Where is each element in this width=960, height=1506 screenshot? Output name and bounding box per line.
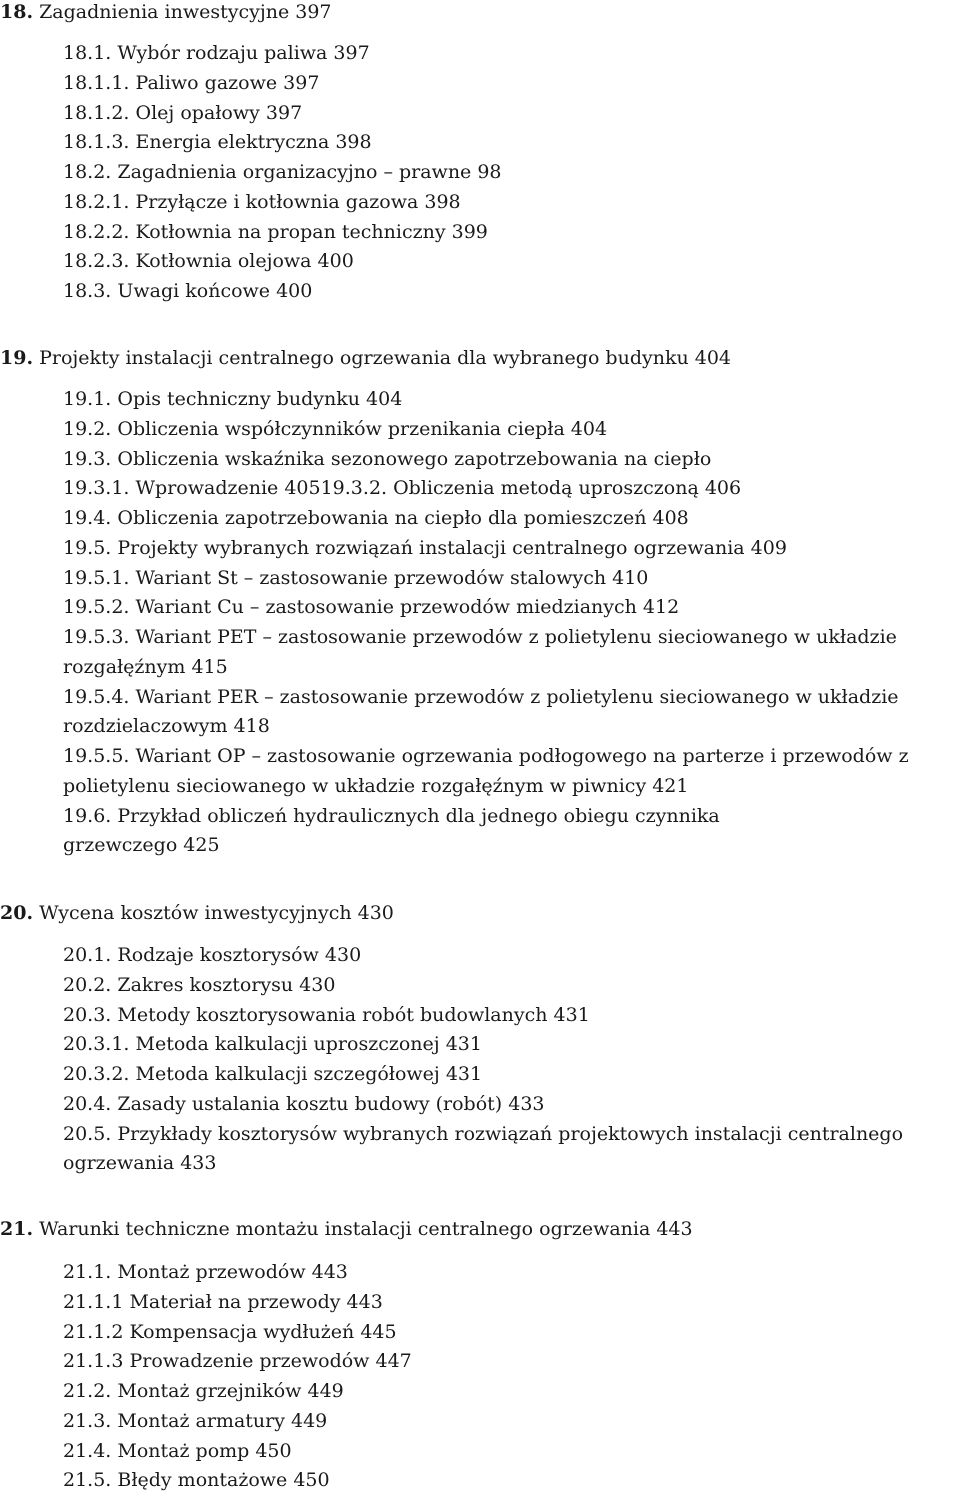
toc-entry: 19.5.2. Wariant Cu – zastosowanie przewodów miedzianych 412 bbox=[63, 596, 680, 619]
toc-entry: 19.2. Obliczenia współczynników przenikania ciepła 404 bbox=[63, 417, 608, 440]
toc-entry: 19.3.1. Wprowadzenie 40519.3.2. Obliczenia metodą uproszczoną 406 bbox=[63, 477, 742, 500]
toc-entry: 18.2. Zagadnienia organizacyjno – prawne 98 bbox=[63, 161, 502, 183]
toc-entry: 18.2.2. Kotłownia na propan techniczny 399 bbox=[63, 220, 488, 243]
chapter-heading bbox=[0, 901, 394, 925]
toc-entry: 19.5. Projekty wybranych rozwiązań instalacji centralnego ogrzewania 409 bbox=[63, 536, 787, 559]
toc-entry: 19.6. Przykład obliczeń hydraulicznych dla jednego obiegu czynnika bbox=[63, 804, 720, 827]
chapter-heading bbox=[0, 0, 332, 24]
toc-entry: 20.4. Zasady ustalania kosztu budowy (robót) 433 bbox=[63, 1092, 545, 1115]
toc-entry: 21.1.2 Kompensacja wydłużeń 445 bbox=[63, 1320, 397, 1343]
toc-entry: 20.3.2. Metoda kalkulacji szczegółowej 431 bbox=[63, 1063, 483, 1085]
toc-entry: 21.1. Montaż przewodów 443 bbox=[63, 1261, 348, 1283]
toc-entry: 19.5.1. Wariant St – zastosowanie przewodów stalowych 410 bbox=[63, 566, 649, 589]
toc-entry: 18.2.1. Przyłącze i kotłownia gazowa 398 bbox=[63, 190, 461, 213]
toc-entry: 19.5.5. Wariant OP – zastosowanie ogrzewania podłogowego na parterze i przewodów z bbox=[63, 745, 909, 767]
toc-entry: grzewczego 425 bbox=[63, 834, 220, 857]
chapter-number: 18. bbox=[0, 1, 34, 23]
toc-entry: 21.4. Montaż pomp 450 bbox=[63, 1439, 292, 1462]
toc-entry: 20.2. Zakres kosztorysu 430 bbox=[63, 973, 336, 996]
chapter-title: Wycena kosztów inwestycyjnych 430 bbox=[39, 902, 394, 924]
chapter-number: 19. bbox=[0, 347, 34, 369]
toc-entry: 20.3. Metody kosztorysowania robót budowlanych 431 bbox=[63, 1003, 590, 1026]
chapter-title: Zagadnienia inwestycyjne 397 bbox=[39, 1, 332, 23]
chapter-title: Projekty instalacji centralnego ogrzewania dla wybranego budynku 404 bbox=[39, 347, 732, 369]
toc-entry: 19.4. Obliczenia zapotrzebowania na ciepło dla pomieszczeń 408 bbox=[63, 507, 689, 529]
toc-entry: 21.1.3 Prowadzenie przewodów 447 bbox=[63, 1350, 412, 1373]
toc-entry: 18.1.3. Energia elektryczna 398 bbox=[63, 131, 372, 154]
toc-entry: 20.5. Przykłady kosztorysów wybranych rozwiązań projektowych instalacji centralnego bbox=[63, 1122, 904, 1145]
toc-entry: 21.1.1 Materiał na przewody 443 bbox=[63, 1290, 383, 1313]
chapter-number: 21. bbox=[0, 1218, 34, 1240]
toc-entry: rozgałęźnym 415 bbox=[63, 655, 228, 678]
chapter-heading bbox=[0, 346, 731, 370]
toc-entry: 19.5.3. Wariant PET – zastosowanie przewodów z polietylenu sieciowanego w układzie bbox=[63, 626, 897, 648]
toc-entry: 18.3. Uwagi końcowe 400 bbox=[63, 280, 313, 302]
toc-entry: 18.2.3. Kotłownia olejowa 400 bbox=[63, 250, 354, 273]
toc-entry: 21.3. Montaż armatury 449 bbox=[63, 1409, 328, 1432]
toc-entry: 21.5. Błędy montażowe 450 bbox=[63, 1469, 330, 1492]
toc-entry: 19.1. Opis techniczny budynku 404 bbox=[63, 388, 403, 410]
toc-entry: 18.1. Wybór rodzaju paliwa 397 bbox=[63, 42, 370, 64]
toc-entry: 20.1. Rodzaje kosztorysów 430 bbox=[63, 944, 362, 966]
chapter-heading bbox=[0, 1217, 693, 1241]
toc-entry: 21.2. Montaż grzejników 449 bbox=[63, 1380, 344, 1402]
toc-entry: 18.1.1. Paliwo gazowe 397 bbox=[63, 71, 320, 94]
chapter-number: 20. bbox=[0, 902, 34, 924]
toc-entry: polietylenu sieciowanego w układzie rozgałęźnym w piwnicy 421 bbox=[63, 774, 689, 797]
toc-entry: rozdzielaczowym 418 bbox=[63, 715, 270, 738]
chapter-title: Warunki techniczne montażu instalacji centralnego ogrzewania 443 bbox=[39, 1218, 693, 1240]
toc-entry: 19.5.4. Wariant PER – zastosowanie przewodów z polietylenu sieciowanego w układzie bbox=[63, 685, 899, 708]
toc-entry: 19.3. Obliczenia wskaźnika sezonowego zapotrzebowania na ciepło bbox=[63, 447, 712, 470]
toc-entry: 20.3.1. Metoda kalkulacji uproszczonej 431 bbox=[63, 1033, 482, 1056]
toc-entry: ogrzewania 433 bbox=[63, 1152, 217, 1175]
toc-entry: 18.1.2. Olej opałowy 397 bbox=[63, 101, 303, 124]
